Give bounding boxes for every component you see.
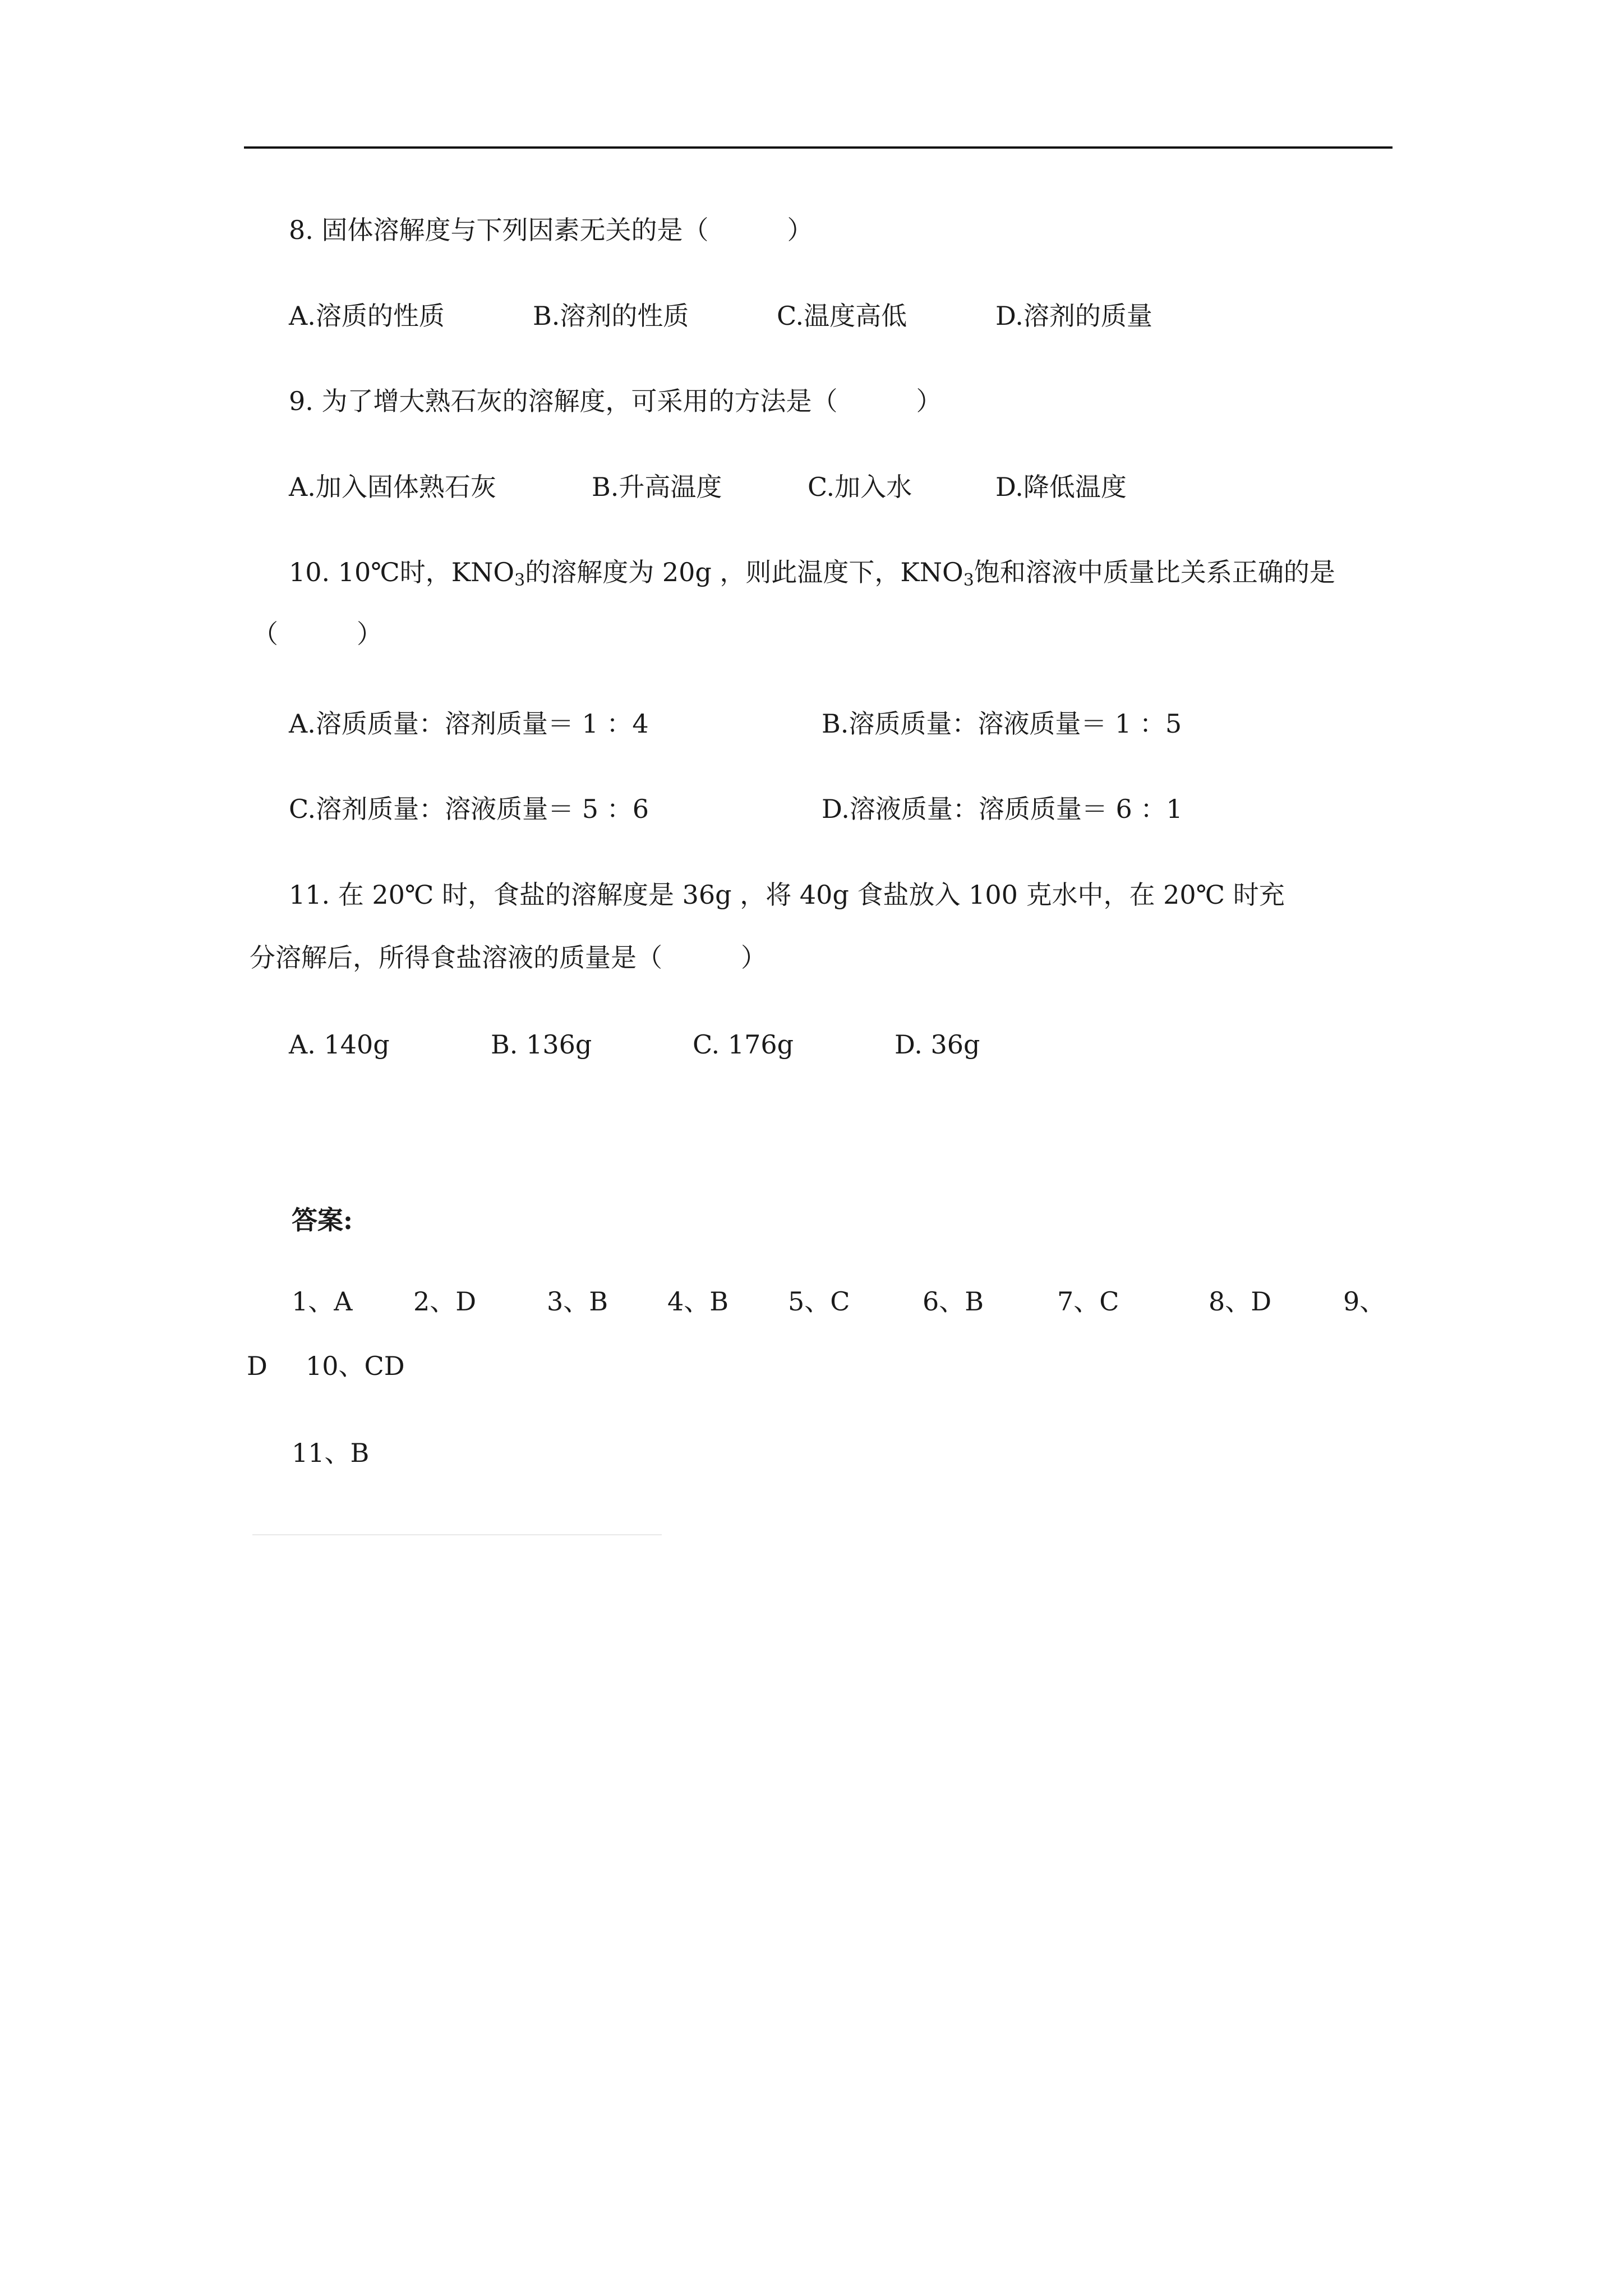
answer-item-7: 7、C	[1057, 1286, 1119, 1317]
question-11-close-paren: ）	[741, 942, 767, 973]
question-9-close-paren: ）	[916, 386, 942, 416]
footer-rule	[252, 1534, 662, 1535]
question-10-option-d: D.溶液质量：溶质质量＝ 6 ：1	[822, 794, 1183, 824]
question-10-option-a: A.溶质质量：溶剂质量＝ 1 ：4	[289, 708, 649, 739]
question-9-option-c: C.加入水	[808, 472, 912, 502]
question-9-option-b: B.升高温度	[592, 472, 722, 502]
question-10-option-b: B.溶质质量：溶液质量＝ 1 ：5	[822, 708, 1182, 739]
question-10-text-part1: 10. 10℃时，KNO	[289, 557, 515, 587]
answer-item-9-value: D	[247, 1351, 268, 1381]
question-9-stem	[289, 384, 942, 418]
question-11-option-c: C. 176g	[693, 1029, 794, 1060]
answer-item-9: 9、	[1343, 1286, 1386, 1317]
question-11-stem-line2	[250, 941, 767, 974]
answer-item-5: 5、C	[788, 1286, 850, 1317]
question-11-stem-line1: 11. 在 20℃ 时，食盐的溶解度是 36g ，将 40g 食盐放入 100 克水中，在 20℃ 时充	[289, 880, 1285, 910]
answer-item-3: 3、B	[547, 1286, 608, 1317]
question-10-answer-blank	[252, 617, 382, 651]
question-10-stem	[289, 555, 1335, 589]
answer-item-1: 1、A	[292, 1286, 353, 1317]
question-8-option-b: B.溶剂的性质	[533, 301, 689, 331]
question-11-option-a: A. 140g	[289, 1029, 390, 1060]
question-8-option-c: C.温度高低	[777, 301, 907, 331]
question-10-close-paren: ）	[357, 619, 382, 649]
question-9-text: 9. 为了增大熟石灰的溶解度，可采用的方法是（	[289, 386, 838, 416]
question-9-option-d: D.降低温度	[995, 472, 1127, 502]
question-10-subscript-2: 3	[963, 570, 974, 590]
question-11-text-line2: 分溶解后，所得食盐溶液的质量是（	[250, 942, 662, 973]
question-10-option-c: C.溶剂质量：溶液质量＝ 5 ：6	[289, 794, 649, 824]
question-10-open-paren: （	[252, 619, 278, 649]
question-8-option-a: A.溶质的性质	[289, 301, 445, 331]
question-11-option-b: B. 136g	[491, 1029, 592, 1060]
answer-item-8: 8、D	[1209, 1286, 1272, 1317]
question-8-text: 8. 固体溶解度与下列因素无关的是（	[289, 215, 709, 245]
answer-item-6: 6、B	[923, 1286, 984, 1317]
answer-item-11: 11、B	[292, 1438, 370, 1468]
answer-item-10: 10、CD	[306, 1351, 405, 1381]
question-11-option-d: D. 36g	[895, 1029, 980, 1060]
answers-heading: 答案:	[292, 1205, 353, 1235]
header-rule	[244, 146, 1393, 149]
answer-item-4: 4、B	[667, 1286, 729, 1317]
question-10-text-part3: 饱和溶液中质量比关系正确的是	[974, 557, 1335, 587]
question-8-close-paren: ）	[787, 215, 813, 245]
question-10-text-part2: 的溶解度为 20g ，则此温度下，KNO	[525, 557, 963, 587]
question-8-option-d: D.溶剂的质量	[995, 301, 1152, 331]
question-10-subscript-1: 3	[514, 570, 525, 590]
answer-item-2: 2、D	[413, 1286, 477, 1317]
question-9-option-a: A.加入固体熟石灰	[289, 472, 496, 502]
question-8-stem	[289, 213, 813, 247]
